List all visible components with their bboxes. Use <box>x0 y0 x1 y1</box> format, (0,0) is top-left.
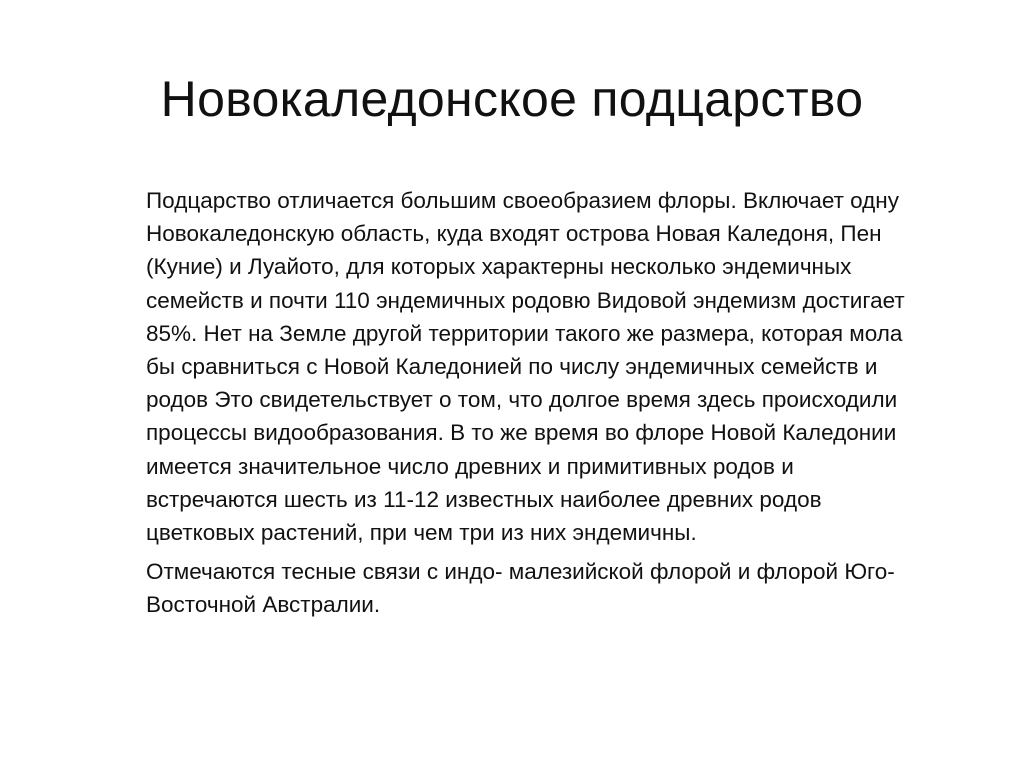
text-line: родов Это свидетельствует о том, что долгое время здесь происходили <box>146 387 898 413</box>
text-line: Восточной Австралии. <box>146 592 381 618</box>
paragraph-2 <box>146 555 966 621</box>
text-line: бы сравниться с Новой Каледонией по числу эндемичных семейств и <box>146 354 878 380</box>
slide-body <box>146 184 966 622</box>
text-line: (Куние) и Луайото, для которых характерны несколько эндемичных <box>146 254 852 280</box>
text-line: имеется значительное число древних и примитивных родов и <box>146 453 794 479</box>
slide-title: Новокаледонское подцарство <box>160 71 864 127</box>
text-line: Отмечаются тесные связи с индо- малезийской флорой и флорой Юго- <box>146 559 895 585</box>
text-line: процессы видообразования. В то же время во флоре Новой Каледонии <box>146 420 897 446</box>
text-line: 85%. Нет на Земле другой территории такого же размера, которая мола <box>146 320 903 346</box>
text-line: Подцарство отличается большим своеобразием флоры. Включает одну <box>146 188 899 213</box>
text-line: встречаются шесть из 11-12 известных наиболее древних родов <box>146 486 822 512</box>
text-line: цветковых растений, при чем три из них эндемичны. <box>146 520 697 546</box>
text-line: Новокаледонскую область, куда входят острова Новая Каледоня, Пен <box>146 221 882 247</box>
text-line: семейств и почти 110 эндемичных родовю Видовой эндемизм достигает <box>146 287 905 313</box>
paragraph-1 <box>146 184 966 549</box>
